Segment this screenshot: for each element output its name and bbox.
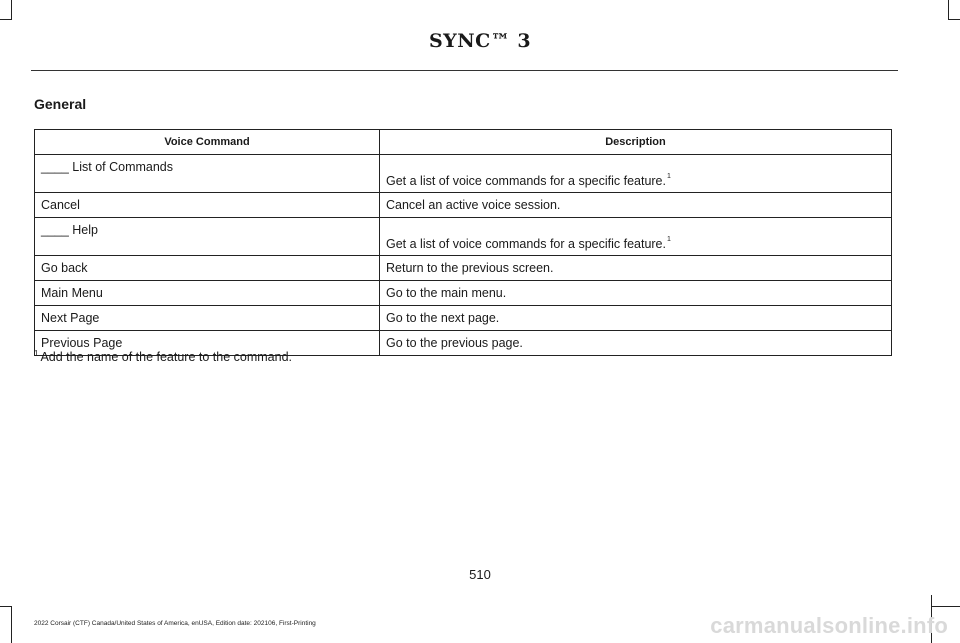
crop-mark-top-right-h [948,19,960,20]
crop-mark-top-left-v [11,0,12,19]
voice-command-cell: Previous Page [35,331,380,356]
crop-mark-bottom-right-h [931,606,960,607]
column-header-voice-command: Voice Command [35,130,380,155]
table-row [35,281,892,306]
description-text: Get a list of voice commands for a specific feature. [386,174,666,188]
table-row [35,306,892,331]
edition-line: 2022 Corsair (CTF) Canada/United States of America, enUSA, Edition date: 202106, First-Printing [34,620,316,627]
voice-command-cell: Main Menu [35,281,380,306]
page-number: 510 [469,567,491,582]
header-divider [31,70,898,71]
table-row [35,218,892,256]
crop-mark-top-left-h [0,19,12,20]
table-header-row [35,130,892,155]
footnote-reference: 1 [666,173,671,180]
table-row [35,256,892,281]
voice-command-cell: ____ List of Commands [35,155,380,193]
section-heading: General [34,96,87,112]
crop-mark-top-right-v [948,0,949,19]
description-text: Get a list of voice commands for a specific feature. [386,237,666,251]
voice-command-cell: Cancel [35,193,380,218]
description-cell [380,155,892,193]
voice-command-cell: ____ Help [35,218,380,256]
description-cell [380,218,892,256]
table-row [35,193,892,218]
footnote-text: Add the name of the feature to the command. [40,350,292,364]
footnote-marker: 1 [34,349,39,358]
crop-mark-bottom-left-v [11,606,12,643]
watermark-text: carmanualsonline.info [710,613,948,638]
crop-mark-bottom-left-h [0,606,12,607]
voice-command-cell: Go back [35,256,380,281]
column-header-description: Description [380,130,892,155]
description-cell: Go to the main menu. [380,281,892,306]
description-cell: Return to the previous screen. [380,256,892,281]
description-cell: Cancel an active voice session. [380,193,892,218]
description-cell: Go to the previous page. [380,331,892,356]
footnote [34,349,292,364]
footnote-reference: 1 [666,236,671,243]
voice-command-cell: Next Page [35,306,380,331]
voice-command-table [34,129,892,356]
description-cell: Go to the next page. [380,306,892,331]
table-row [35,155,892,193]
page-title: SYNC™ 3 [428,30,532,52]
